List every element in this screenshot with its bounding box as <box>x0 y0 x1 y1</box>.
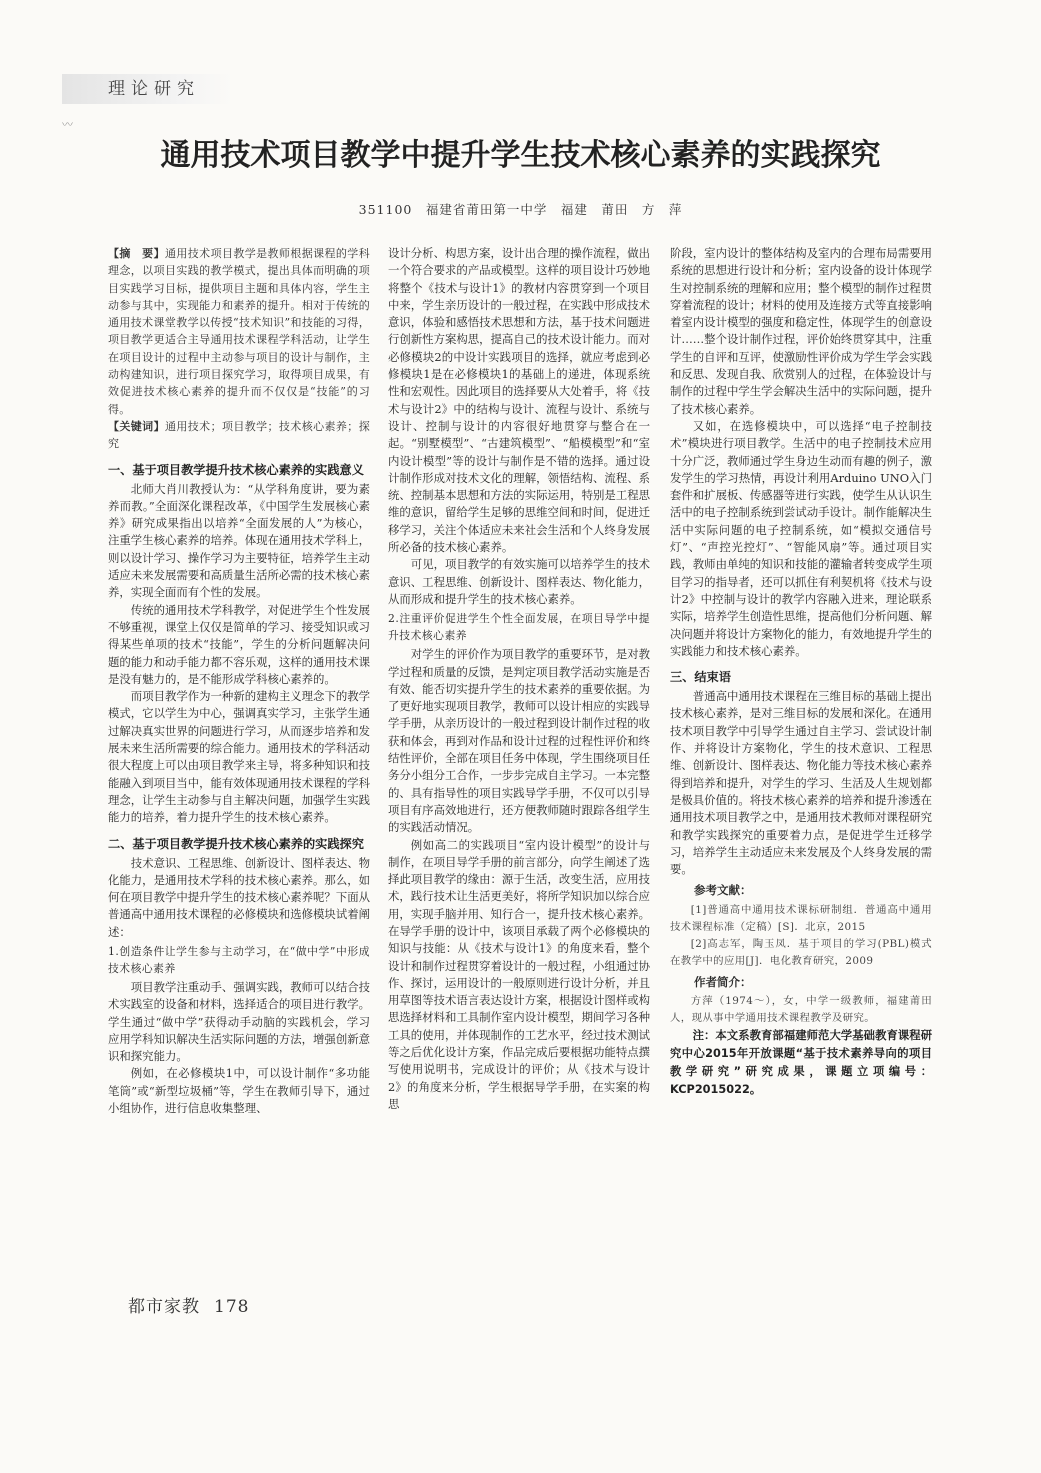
abstract <box>108 245 370 418</box>
keywords-label: 【关键词】 <box>108 419 165 433</box>
keywords <box>108 418 370 453</box>
section-heading: 二、基于项目教学提升技术核心素养的实践探究 <box>108 836 364 851</box>
decorative-mark: 〰 <box>62 118 73 131</box>
column-1 <box>108 245 370 1117</box>
paragraph: 例如高二的实践项目“室内设计模型”的设计与制作，在项目导学手册的前言部分，向学生阐述了选择此项目教学的缘由：源于生活，改变生活，应用技术，践行技术让生活更美好，将所学知识加以综合应用，实现手脑并用、知行合一，提升技术核心素养。在导学手册的设计中，该项目承载了两个必修模块的知识与技能：从《技术与设计1》的角度来看，整个设计和制作过程贯穿着设计的一般过程，小组通过协作、探讨，运用设计的一般原则进行设计分析，并且用草图等技术语言表达设计方案，根据设计图样或构思选择材料和工具制作室内设计模型，期间学习各种工具的使用，并体现制作的工艺水平，经过技术测试等之后优化设计方案，作品完成后要根据功能特点撰写使用说明书，完成设计的评价；从《技术与设计2》的角度来分析，学生根据导学手册，在实案的构思 <box>388 837 650 1111</box>
paragraph: 例如，在必修模块1中，可以设计制作“多功能笔筒”或“新型垃圾桶”等，学生在教师引导下，通过小组协作，进行信息收集整理、 <box>108 1066 370 1116</box>
author-bio-title: 作者简介： <box>694 974 752 989</box>
column-3 <box>670 245 932 1099</box>
paragraph: 设计分析、构思方案，设计出合理的操作流程，做出一个符合要求的产品或模型。这样的项目设计巧妙地将整个《技术与设计1》的教材内容贯穿到一个项目中来，学生亲历设计的一般过程，在实践中形成技术意识，体验和感悟技术思想和方法，基于技术问题进行创新性方案构思，提高自己的技术设计能力。而对必修模块2的中设计实践项目的选择，就应考虑到必修模块1是在必修模块1的基础上的递进，体现系统性和宏观性。因此项目的选择要从大处着手，将《技术与设计2》中的结构与设计、流程与设计、系统与设计、控制与设计的内容很好地贯穿与整合在一起。“别墅模型”、“古建筑模型”、“船模模型”和“室内设计模型”等的设计与制作是不错的选择。通过设计制作形成对技术文化的理解，领悟结构、流程、系统、控制基本思想和方法的实际运用，特别是工程思维的意识，留给学生足够的思维空间和时间，促进迁移学习，关注个体适应未来社会生活和个人终身发展所必备的技术核心素养。 <box>388 246 650 555</box>
abstract-label: 【摘 要】 <box>108 247 165 260</box>
page-footer <box>128 1292 263 1317</box>
section-tag: 理论研究 <box>62 74 232 104</box>
author-bio: 方萍（1974～），女，中学一级教师，福建莆田人，现从事中学通用技术课程教学及研究。 <box>670 994 932 1024</box>
paragraph: 又如，在选修模块中，可以选择“电子控制技术”模块进行项目教学。生活中的电子控制技术应用十分广泛，教师通过学生身边生动而有趣的例子，激发学生的学习热情，再设计利用Arduino UNO入门套件和扩展板、传感器等进行实践，使学生从认识生活中的电子控制系统到尝试动手设计。制作能解决生活中实际问题的电子控制系统，如“模拟交通信号灯”、“声控光控灯”、“智能风扇”等。通过项目实践，教师由单纯的知识和技能的灌输者转变成学生项目学习的指导者，还可以抓住有利契机将《技术与设计2》中控制与设计的教学内容融入进来，理论联系实际，培养学生创造性思维，提高他们分析问题、解决问题并将设计方案物化的能力，有效地提升学生的实践能力和技术核心素养。 <box>670 418 932 658</box>
reference-item: [2]高志军，陶玉凤．基于项目的学习(PBL)模式在教学中的应用[J]．电化教育研究，2009 <box>670 937 932 967</box>
article-title: 通用技术项目教学中提升学生技术核心素养的实践探究 <box>160 138 881 173</box>
paragraph: 对学生的评价作为项目教学的重要环节，是对教学过程和质量的反馈，是判定项目教学活动实施是否有效、能否切实提升学生的技术素养的重要依据。为了更好地实现项目教学，教师可以设计相应的实践导学手册，从亲历设计的一般过程到设计制作过程的收获和体会，再到对作品和设计过程的过程性评价和终结性评价，全部在项目任务中体现，学生围绕项目任务分小组分工合作，一步步完成自主学习。一本完整的、具有指导性的项目实践导学手册，不仅可以引导项目有序高效地进行，还方便教师随时跟踪各组学生的实践活动情况。 <box>388 647 651 835</box>
reference-item: [1]普通高中通用技术课标研制组．普通高中通用技术课程标准（定稿）[S]．北京，2015 <box>670 903 932 933</box>
paragraph: 技术意识、工程思维、创新设计、图样表达、物化能力，是通用技术学科的技术核心素养。那么，如何在项目教学中提升学生的技术核心素养呢？下面从普通高中通用技术课程的必修模块和选修模块试着阐述： <box>108 855 371 939</box>
paragraph: 而项目教学作为一种新的建构主义理念下的教学模式，它以学生为中心，强调真实学习，主张学生通过解决真实世界的问题进行学习，从而逐步培养和发展未来生活所需要的综合能力。通用技术的学科活动很大程度上可以由项目教学来主导，将多种知识和技能融入到项目当中，能有效体现通用技术课程的学科理念，让学生主动参与自主解决问题，加强学生实践能力的培养，着力提升学生的技术核心素养。 <box>108 689 371 825</box>
funding-note: 注：本文系教育部福建师范大学基础教育课程研究中心2015年开放课题“基于技术素养导向的项目教学研究”研究成果，课题立项编号：KCP2015022。 <box>670 1028 932 1096</box>
column-2 <box>388 245 650 1113</box>
keywords-text: 通用技术；项目教学；技术核心素养；探究 <box>108 419 371 451</box>
abstract-text: 通用技术项目教学是教师根据课程的学科理念，以项目实践的教学模式，提出具体而明确的项目实践学习目标，提供项目主题和具体内容，学生主动参与其中，实现能力和素养的提升。相对于传统的通用技术课堂教学以传授“技术知识”和技能的习得，项目教学更适合主导通用技术课程学科活动，让学生在项目设计的过程中主动参与项目的设计与制作，主动构建知识，进行项目探究学习，取得项目成果，有效促进技术核心素养的提升而不仅仅是“技能”的习得。 <box>108 247 371 416</box>
journal-name: 都市家教 <box>128 1297 200 1317</box>
paragraph: 可见，项目教学的有效实施可以培养学生的技术意识、工程思维、创新设计、图样表达、物化能力，从而形成和提升学生的技术核心素养。 <box>388 557 651 606</box>
paragraph: 传统的通用技术学科教学，对促进学生个性发展不够重视，课堂上仅仅是简单的学习、接受知识或习得某些单项的技术“技能”，学生的分析问题解决问题的能力和动手能力都不容乐观，这样的通用技术课是没有魅力的，是不能形成学科核心素养的。 <box>108 602 371 686</box>
paragraph: 项目教学注重动手、强调实践，教师可以结合技术实践室的设备和材料，选择适合的项目进行教学。学生通过“做中学”获得动手动脑的实践机会，学习应用学科知识解决生活实际问题的方法，增强创新意识和探究能力。 <box>108 979 371 1064</box>
paragraph: 阶段，室内设计的整体结构及室内的合理布局需要用系统的思想进行设计和分析；室内设备的设计体现学生对控制系统的理解和应用；整个模型的制作过程贯穿着流程的设计；材料的使用及连接方式等直接影响着室内设计模型的强度和稳定性，体现学生的创意设计……整个设计制作过程，评价始终贯穿其中，注重学生的自评和互评，使激励性评价成为学生学会实践和反思、发现自我、欣赏别人的过程，在体验设计与制作的过程中学生学会解决生活中的实际问题，提升了技术核心素养。 <box>670 246 932 416</box>
paragraph: 北师大肖川教授认为：“从学科角度讲，要为素养而教。”全面深化课程改革，《中国学生发展核心素养》研究成果指出以培养“全面发展的人”为核心，注重学生核心素养的培养。体现在通用技术学科上，则以设计学习、操作学习为主要特征，培养学生主动适应未来发展需要和高质量生活所必需的技术核心素养，实现全面而有个性的发展。 <box>108 481 370 600</box>
section-heading: 一、基于项目教学提升技术核心素养的实践意义 <box>108 462 364 477</box>
paragraph: 普通高中通用技术课程在三维目标的基础上提出技术核心素养，是对三维目标的发展和深化。在通用技术项目教学中引导学生通过自主学习、尝试设计制作、并将设计方案物化，学生的技术意识、工程思维、创新设计、图样表达、物化能力等技术核心素养得到培养和提升，对学生的学习、生活及人生规划都是极具价值的。将技术核心素养的培养和提升渗透在通用技术项目教学之中，是通用技术教师对课程研究和教学实践探究的重要着力点，是促进学生迁移学习，培养学生主动适应未来发展及个人终身发展的需要。 <box>670 689 933 877</box>
references-title: 参考文献： <box>694 883 752 898</box>
page-number: 178 <box>214 1297 250 1317</box>
section-heading: 三、结束语 <box>670 670 731 685</box>
author-byline: 351100 福建省莆田第一中学 福建 莆田 方 萍 <box>358 202 683 217</box>
subsection-heading: 2.注重评价促进学生个性全面发展，在项目导学中提升技术核心素养 <box>388 612 650 643</box>
subsection-heading: 1.创造条件让学生参与主动学习，在“做中学”中形成技术核心素养 <box>108 944 370 975</box>
